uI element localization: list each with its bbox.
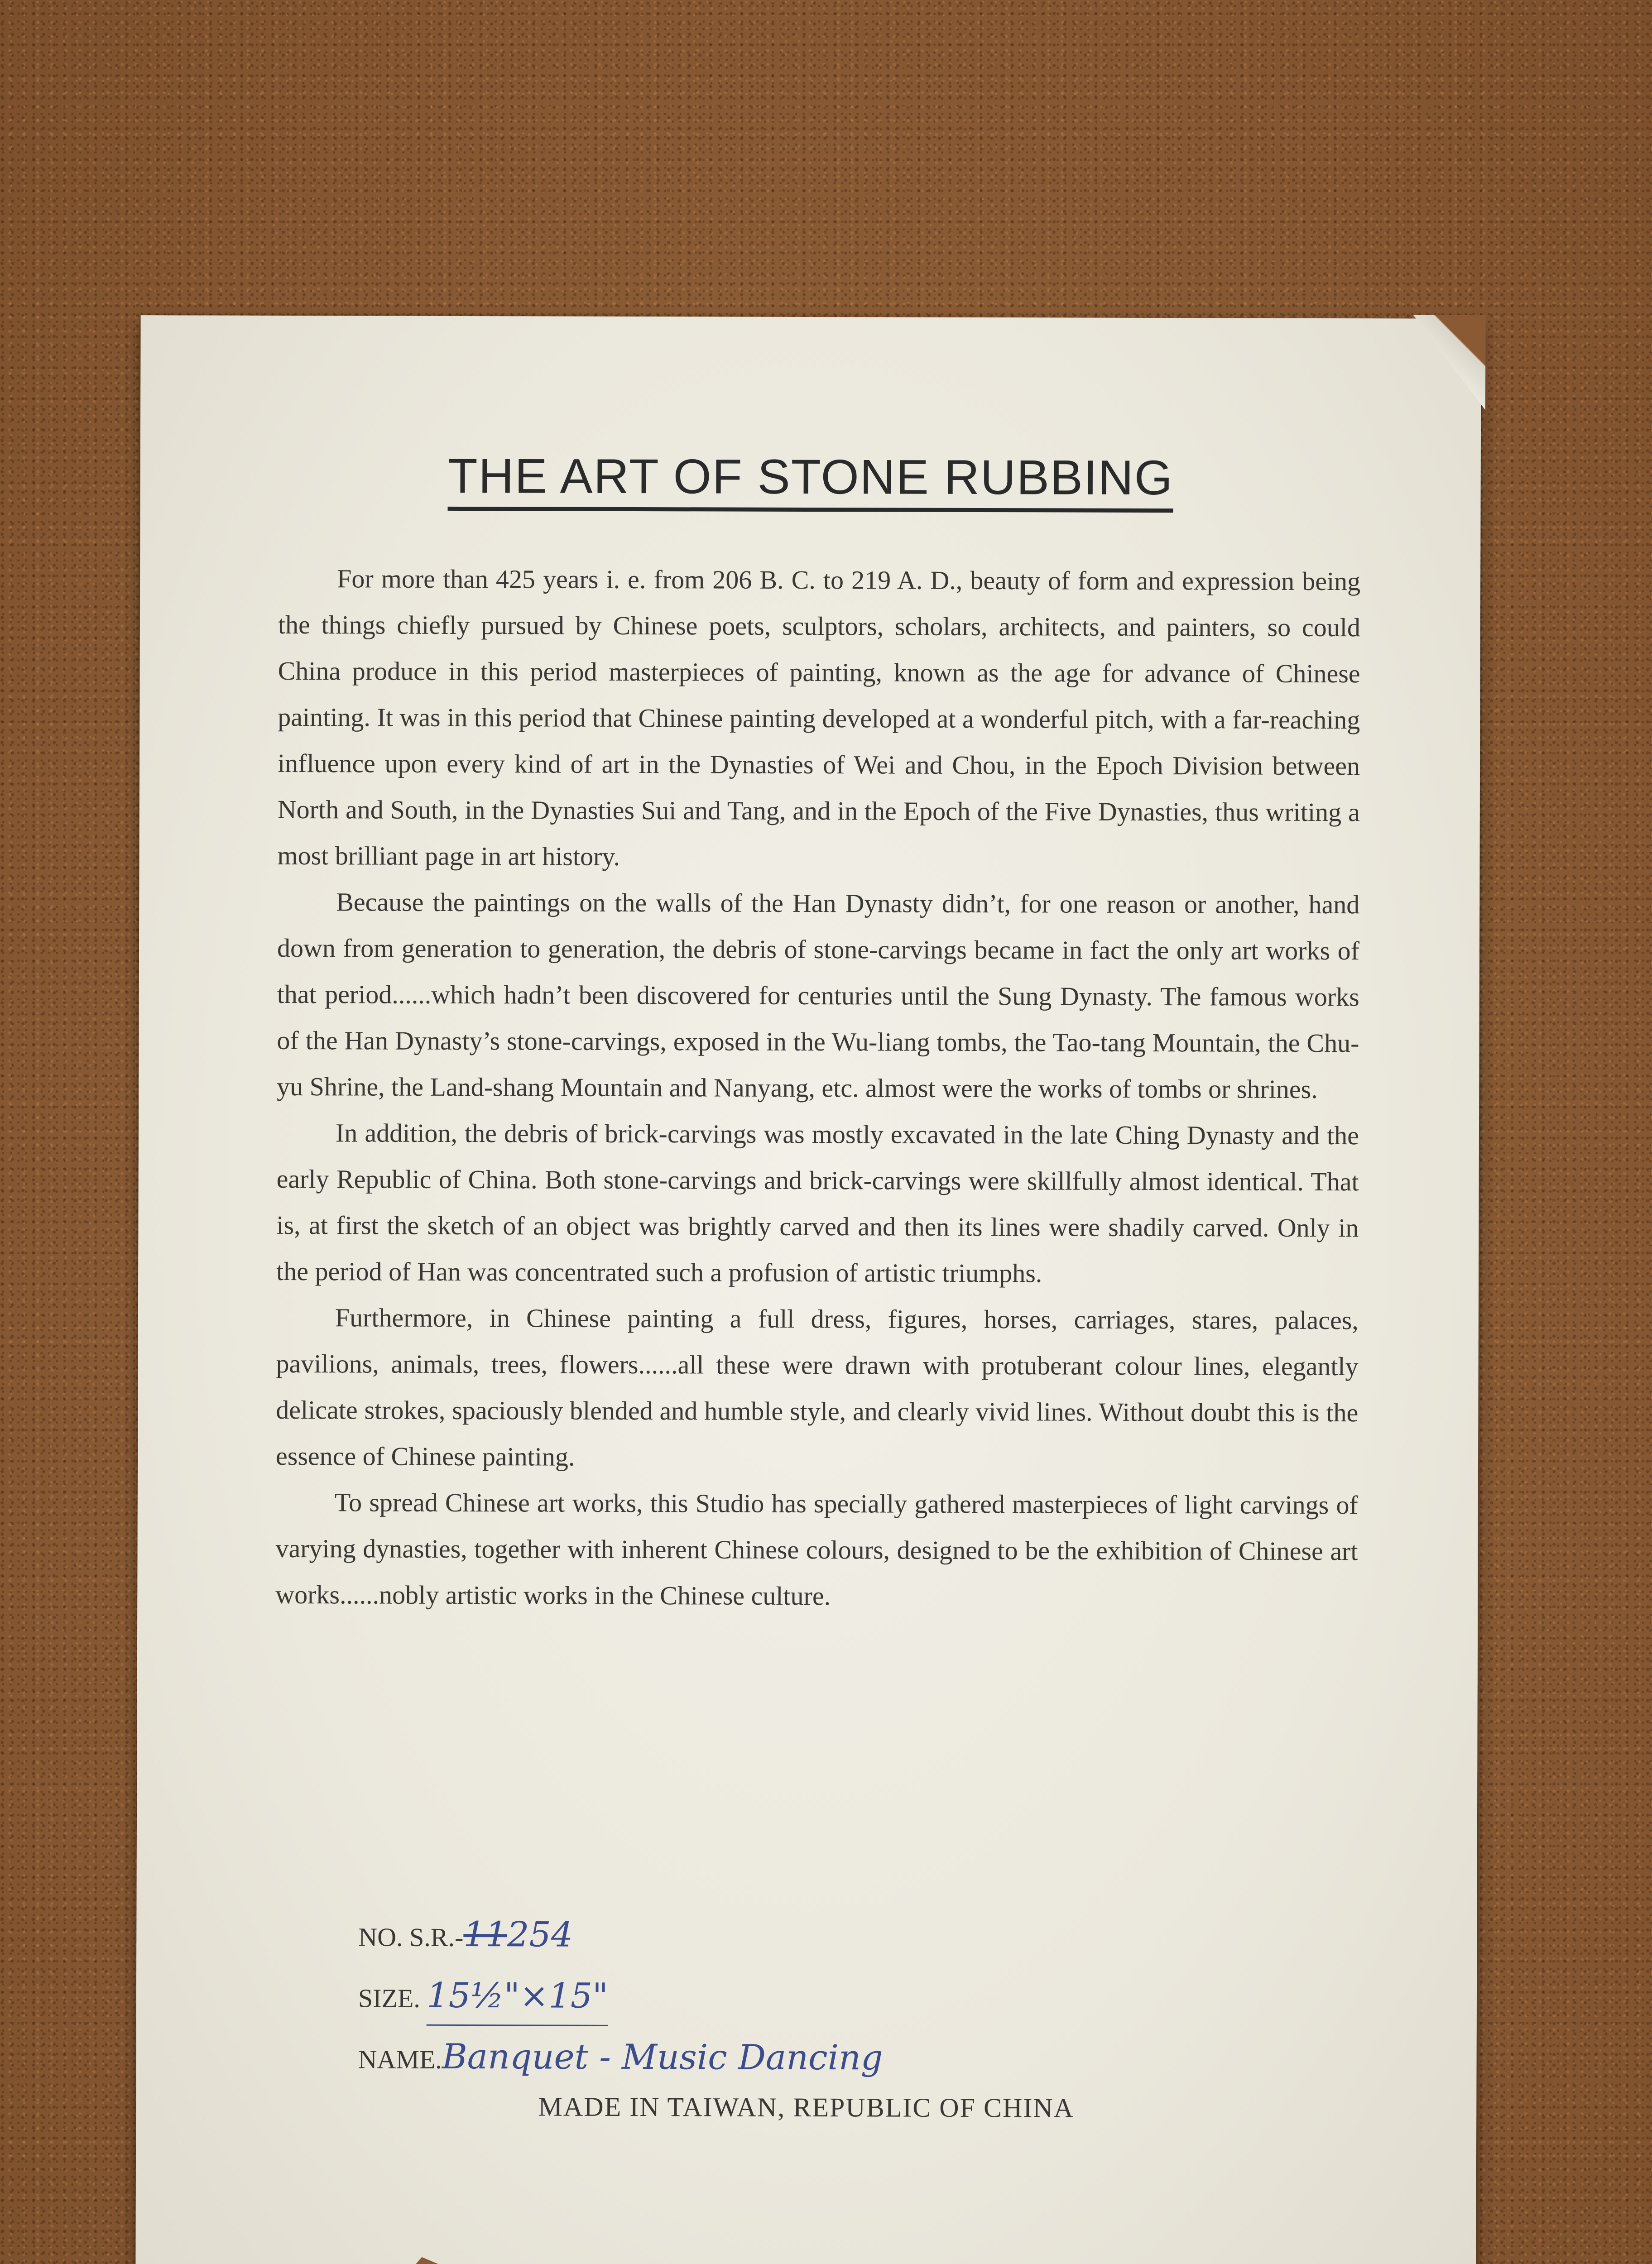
- torn-edge: [403, 2248, 466, 2264]
- document-sheet: [135, 315, 1481, 2264]
- number-value: 254: [507, 1914, 573, 1955]
- title-text: THE ART OF STONE RUBBING: [447, 447, 1173, 513]
- paragraph: To spread Chinese art works, this Studio has specially gathered masterpieces of light carvings of varying dynasties, together with inherent Chinese colours, designed to be the exhibition of Chinese art works......nobly artistic works in the Chinese culture.: [275, 1487, 1358, 1611]
- number-label: NO. S.R.-: [358, 1922, 464, 1952]
- number-field: [358, 1905, 883, 1967]
- name-value: Banquet - Music Dancing: [442, 2036, 883, 2078]
- folded-corner: [1413, 315, 1486, 410]
- size-label: SIZE.: [358, 1983, 420, 2013]
- name-label: NAME.: [358, 2044, 442, 2074]
- paragraph: Furthermore, in Chinese painting a full dress, figures, horses, carriages, stares, palaces, pavilions, animals, trees, flowers......all these were drawn with protuberant colour lines, elegantly delicate strokes, spaciously blended and humble style, and clearly vivid lines. Without doubt this is the essence of Chinese painting.: [275, 1303, 1359, 1472]
- paragraph: For more than 425 years i. e. from 206 B. C. to 219 A. D., beauty of form and expression being the things chiefly pursued by Chinese poets, sculptors, scholars, architects, and painters, so could China produce in this period masterpieces of painting, known as the age for advance of Chinese painting. It was in this period that Chinese painting developed at a wonderful pitch, with a far-reaching influence upon every kind of art in the Dynasties of Wei and Chou, in the Epoch Division between North and South, in the Dynasties Sui and Tang, and in the Epoch of the Five Dynasties, thus writing a most brilliant page in art history.: [277, 564, 1361, 871]
- body-text: [275, 556, 1360, 1621]
- name-field: [358, 2027, 883, 2090]
- footer-origin: MADE IN TAIWAN, REPUBLIC OF CHINA: [538, 2091, 1075, 2123]
- size-value: 15½"×15": [427, 1967, 608, 2026]
- paragraph: Because the paintings on the walls of the Han Dynasty didn’t, for one reason or another, hand down from generation to generation, the debris of stone-carvings became in fact the only art works of that period......which hadn’t been discovered for centuries until the Sung Dynasty. The famous works of the Han Dynasty’s stone-carvings, exposed in the Wu-liang tombs, the Tao-tang Mountain, the Chu-yu Shrine, the Land-shang Mountain and Nanyang, etc. almost were the works of tombs or shrines.: [277, 887, 1360, 1104]
- paragraph: In addition, the debris of brick-carvings was mostly excavated in the late Ching Dynasty and the early Republic of China. Both stone-carvings and brick-carvings were skillfully almost identical. That is, at first the sketch of an object was brightly carved and then its lines were shadily carved. Only in the period of Han was concentrated such a profusion of artistic triumphs.: [276, 1118, 1359, 1288]
- number-struck-value: 11: [463, 1914, 508, 1955]
- record-fields: [358, 1905, 883, 2090]
- size-field: [358, 1966, 883, 2029]
- document-title: [140, 446, 1481, 513]
